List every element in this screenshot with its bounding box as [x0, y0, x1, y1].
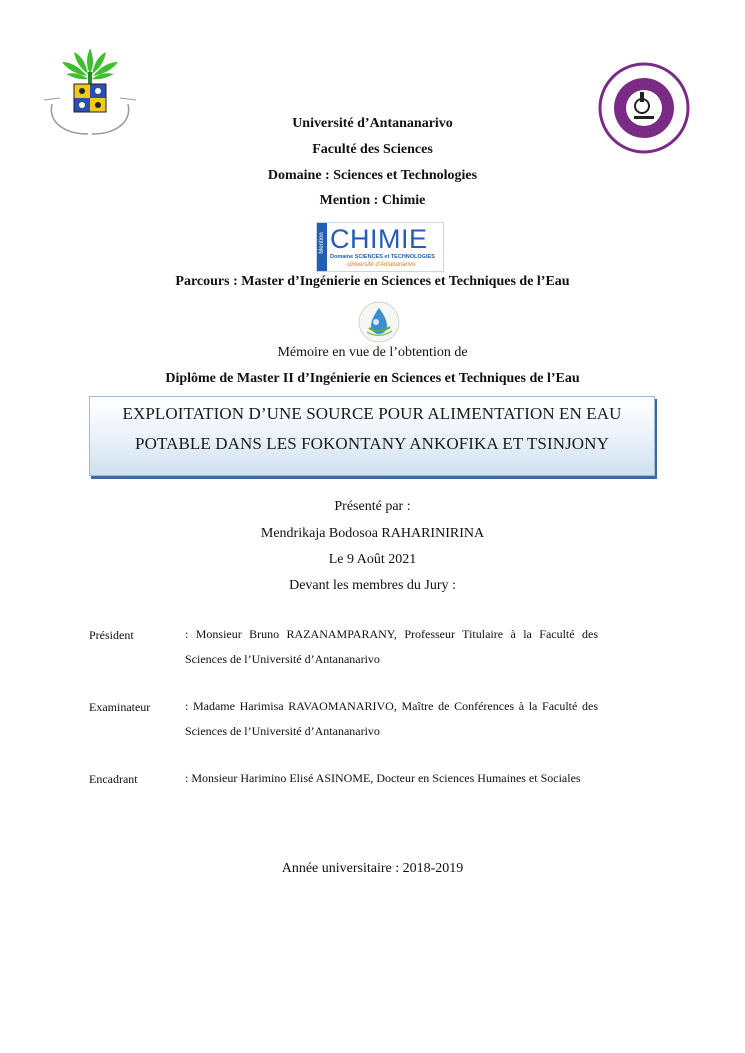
jury-text-president: : Monsieur Bruno RAZANAMPARANY, Professeur Titulaire à la Faculté des Sciences de l’Université d’Antananarivo [185, 627, 598, 666]
domain-name: Domaine : Sciences et Technologies [267, 168, 478, 183]
mention-name: Mention : Chimie [319, 193, 426, 208]
university-name: Université d’Antananarivo [292, 116, 453, 131]
faculty-logo [598, 62, 690, 154]
defense-date: Le 9 Août 2021 [328, 552, 417, 567]
chimie-logo-text: CHIMIE [330, 224, 428, 254]
jury-text-encadrant: : Monsieur Harimino Elisé ASINOME, Docteur en Sciences Humaines et Sociales [185, 771, 581, 785]
academic-year: Année universitaire : 2018-2019 [281, 861, 464, 876]
thesis-title-box [89, 396, 655, 476]
chimie-logo-line2: Université d'Antananarivo [347, 262, 416, 268]
chimie-logo-line1: Domaine SCIENCES et TECHNOLOGIES [330, 254, 435, 260]
water-logo [357, 300, 401, 344]
jury-role-encadrant: Encadrant [89, 772, 138, 786]
presented-label: Présenté par : [334, 499, 411, 514]
memoire-text: Mémoire en vue de l’obtention de [277, 345, 468, 360]
parcours: Parcours : Master d’Ingénierie en Sciences et Techniques de l’Eau [175, 274, 570, 289]
chimie-logo [316, 222, 444, 272]
jury-role-examinateur: Examinateur [89, 700, 151, 714]
jury-intro: Devant les membres du Jury : [289, 578, 456, 593]
jury-text-examinateur: : Madame Harimisa RAVAOMANARIVO, Maître de Conférences à la Faculté des Sciences de l’Université d’Antananarivo [185, 699, 598, 738]
thesis-title-line1: EXPLOITATION D’UNE SOURCE POUR ALIMENTATION EN EAU [122, 404, 622, 423]
author-name: Mendrikaja Bodosoa RAHARINIRINA [260, 526, 485, 541]
diplome-text: Diplôme de Master II d’Ingénierie en Sciences et Techniques de l’Eau [165, 371, 580, 386]
thesis-title-line2: POTABLE DANS LES FOKONTANY ANKOFIKA ET TSINJONY [135, 434, 609, 453]
faculty-name: Faculté des Sciences [312, 142, 433, 157]
chimie-logo-side-text: Mention [319, 232, 325, 254]
jury-role-president: Président [89, 628, 134, 642]
